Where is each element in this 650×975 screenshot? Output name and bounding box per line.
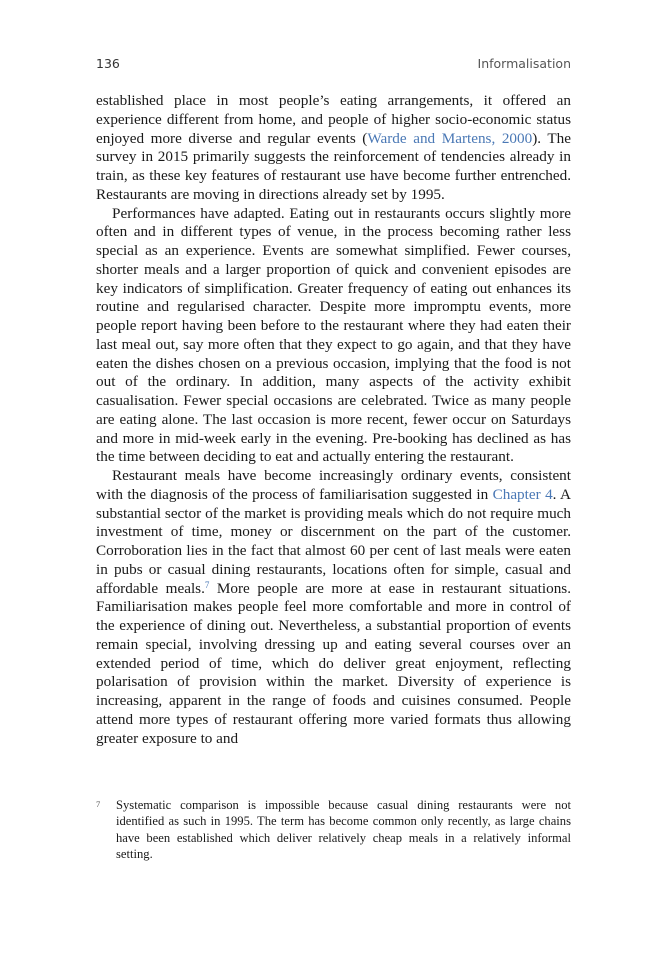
paragraph-1-text-b: ). The survey in 2015 primarily suggests the reinforcement of tendencies already in train, as these key features of restaurant use have become further entrenched. Restaurants are moving in directions already set by 1995. bbox=[96, 129, 571, 203]
paragraph-2: Performances have adapted. Eating out in restaurants occurs slightly more often and in different types of venue, in the process becoming rather less special as an experience. Events are somewhat simplified. Fewer courses, shorter meals and a larger proportion of quick and convenient episodes are key indicators of simplification. Greater frequency of eating out enhances its routine and regularised character. Despite more impromptu events, more people report having been before to the restaurant where they had eaten their last meal out, say more often that they expect to go again, and that they have eaten the dishes chosen on a previous occasion, implying that the food is not out of the ordinary. In addition, many aspects of the activity exhibit casualisation. Fewer special occasions are celebrated. Twice as many people are eating alone. The last occasion is more recent, fewer occur on Saturdays and more in mid-week early in the evening. Pre-booking has declined as has the time between deciding to eat and actually entering the restaurant. bbox=[96, 204, 571, 466]
chapter-4-link[interactable]: Chapter 4 bbox=[492, 485, 553, 503]
paragraph-3-text-c: More people are more at ease in restaurant situations. Familiarisation makes people feel more comfortable and more in control of the experience of dining out. Nevertheless, a substantial proportion of events remain special, involving dressing up and eating several courses over an extended period of time, which do deliver great enjoyment, reflecting polarisation of provision within the market. Diversity of experience is increasing, apparent in the range of foods and cuisines consumed. People attend more types of restaurant offering more varied formats thus allowing greater exposure to and bbox=[96, 579, 571, 747]
citation-link-warde-martens[interactable]: Warde and Martens, 2000 bbox=[367, 129, 533, 147]
running-title: Informalisation bbox=[477, 56, 571, 71]
running-header bbox=[96, 56, 571, 74]
paragraph-3 bbox=[96, 467, 571, 748]
page-number: 136 bbox=[96, 56, 120, 71]
footnote-number: 7 bbox=[96, 799, 101, 809]
paragraph-1-text-a: established place in most people’s eating arrangements, it offered an experience different from home, and people of higher socio-economic status enjoyed more diverse and regular events ( bbox=[96, 92, 571, 147]
footnote-text: Systematic comparison is impossible because casual dining restaurants were not identified as such in 1995. The term has become common only recently, as large chains have been established which deliver relatively cheap meals in a relatively informal setting. bbox=[116, 798, 571, 862]
paragraph-3-text-a: Restaurant meals have become increasingly ordinary events, consistent with the diagnosis of the process of familiarisation suggested in bbox=[96, 467, 571, 503]
footnote-7 bbox=[96, 797, 571, 863]
footnote-ref-7[interactable]: 7 bbox=[204, 579, 210, 590]
paragraph-1 bbox=[96, 92, 571, 205]
paragraph-3-text-b: . A substantial sector of the market is providing meals which do not require much investment of time, money or discernment on the part of the customer. Corroboration lies in the fact that almost 60 per cent of last meals were eaten in pubs or casual dining restaurants, locations often for simple, casual and affordable meals. bbox=[96, 485, 571, 597]
main-text bbox=[96, 92, 571, 748]
